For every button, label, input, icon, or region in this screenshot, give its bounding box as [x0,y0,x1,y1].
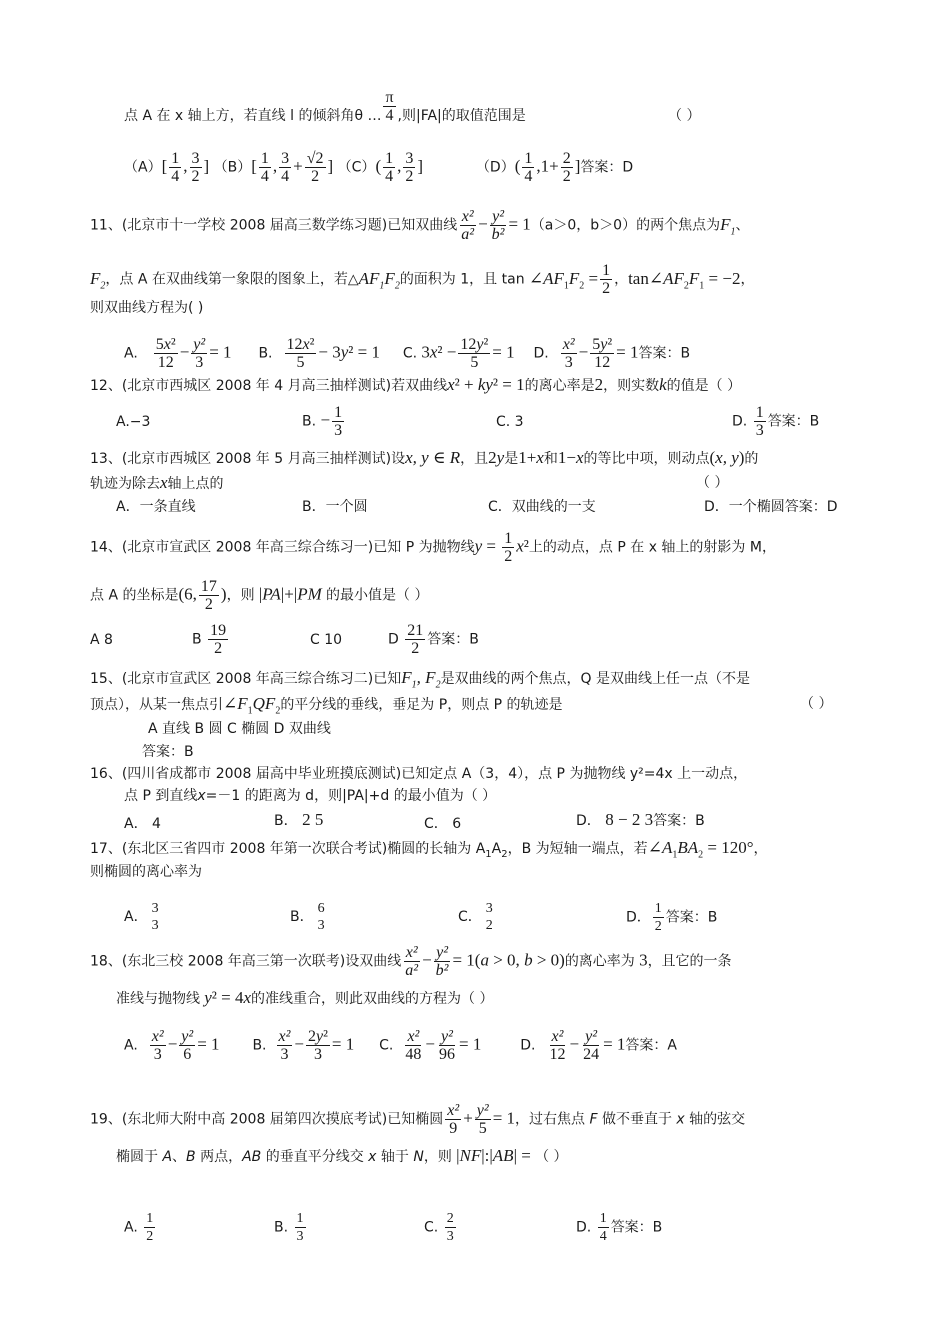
q14-opt-d-line: D $\frac{21}{2}$ 答案：B [388,622,479,657]
q16-opt-d: D． [576,813,601,829]
q11-stem-tail: （a＞0，b＞0）的两个焦点为 [530,217,721,234]
q17-stem: 17、(东北区三省四市 2008 年第一次联合考试)椭圆的长轴为 $A_1A_2$，B 为短轴一端点，若$\angle A_1BA_2 = 120^\circ$， [90,838,768,861]
q15-line2: 顶点），从某一焦点引$\angle F_1QF_2$的平分线的垂线，垂足为 P，则点 P 的轨迹是 [90,694,563,717]
q17-opt-b-line: B． 6 3 [290,901,325,933]
q19-stem-c: 做不垂直于 [601,1111,672,1128]
q10-paren: （ ） [668,108,701,124]
q17-opt-b: B． [290,909,314,925]
q12-stem-b: 的离心率是 [524,378,595,394]
q10-pi-frac: $\frac{\pi}{4}$ [385,88,394,124]
q11-stem: 11、(北京市十一学校 2008 届高三数学练习题)已知双曲线 $\frac{\text{x²}}{\text{a²}}$ − $\frac{\text{y²}}{\text{b²}}$ = 1（a＞0，b＞0）的两个焦点为$F_1$、 [90,208,750,243]
q10-stem-tail: ,则|FA|的取值范围是 [397,108,526,124]
q16-line2 [124,786,496,806]
q17-answer: 答案：B [665,909,718,926]
q14-opt-a: A 8 [90,632,113,648]
q19-line2-e: ，则 [423,1149,452,1165]
q12-stem-c: ，则实数 [603,378,660,394]
q19-stem: 19、(东北师大附中高 2008 届第四次摸底考试)已知椭圆 $\frac{\text{x²}}{9}$ + $\frac{\text{y²}}{5}$ = 1，过右焦点 F 做不垂直于 x 轴的弦交 [90,1102,746,1137]
q18-opt-d: D. [520,1037,536,1054]
q12-opt-b: B. [302,413,317,430]
q11-line2: $F_2$，点 A 在双曲线第一象限的图象上，若$\triangle AF_1F_2$的面积为 1，且 $\tan \angle AF_1F_2$ = $\frac{1}{2}$ ，$\tan\angle AF_2F_1 = -2$， [90,262,755,297]
q19-line2-a: 椭圆于 [116,1149,158,1165]
q11-opt-c: C. [402,345,418,362]
q12-answer: 答案：B [767,413,820,430]
q16-opt-d-line [576,810,705,831]
q12-stem-d: 的值是（ ） [666,378,742,394]
q17-opt-d-line: D． $\frac{1}{2}$ 答案：B [626,901,718,934]
q19-stem-b: ，过右焦点 [515,1111,586,1128]
q18-stem-b: 的离心率为 [564,953,635,970]
q12-opt-b-line: B. − $\frac{1}{3}$ [302,404,343,439]
q17-opt-d: D． [626,909,651,926]
q19-line2: 椭圆于 A、B 两点，AB 的垂直平分线交 x 轴于 N，则 |NF|:|AB| = （ ） [116,1146,568,1165]
q10-options: （A）[ $\frac{1}{4}$ , $\frac{3}{2}$ ] （B）[ $\frac{1}{4}$ , $\frac{3}{4}$ + $\frac{√2}{2}$ ] （C）( $\frac{1}{4}$ , $\frac{3}{2}$ ] （D）( $\frac{1}{4}$ ,1+ $\frac{2}{2}$ ]答案：D [124,150,634,185]
q16-opt-b-line [274,810,323,831]
q11-options: A. $\frac{\text{5x²}}{12}$ − $\frac{\text{y²}}{3}$ = 1 B. $\frac{\text{12x²}}{5}$ − 3y² = 1 C. 3x² − $\frac{\text{12y²}}{5}$ = 1 D. $\frac{\text{x²}}{3}$ − $\frac{\text{5y²}}{12}$ = 1答案：B [124,336,691,371]
q15-options: A 直线 B 圆 C 椭圆 D 双曲线 [148,721,331,737]
q16-stem: 16、(四川省成都市 2008 届高中毕业班摸底测试)已知定点 A（3，4），点 P 为抛物线 y²=4x 上一动点， [90,766,748,782]
q19-line2-c: 的垂直平分线交 [265,1149,364,1165]
q18-opt-a: A. [124,1037,138,1054]
q15-stem-tail: 是双曲线的两个焦点，Q 是双曲线上任一点（不是 [440,671,751,687]
q11-line2-text: ，点 A 在双曲线第一象限的图象上，若△ [105,271,359,288]
q13-opt-b: B．一个圆 [302,499,368,515]
q18-stem-c: ，且它的一条 [647,953,732,970]
q15-answer: 答案：B [142,744,194,760]
q11-stem-text: 11、(北京市十一学校 2008 届高三数学练习题)已知双曲线 [90,217,458,234]
q14-line2-c: 的最小值是（ ） [326,587,429,604]
q18-opt-b: B. [252,1037,267,1054]
q18-stem: 18、(东北三校 2008 年高三第一次联考)设双曲线 $\frac{\text{x²}}{\text{a²}}$ − $\frac{\text{y²}}{\text{b²}}$ = 1(a > 0, b > 0)的离心率为 3，且它的一条 [90,944,732,979]
q16-answer: 答案：B [653,813,705,829]
q18-line2-tail: 的准线重合，则此双曲线的方程为（ ） [251,991,494,1007]
q18-line2: 准线与抛物线 y² = 4x的准线重合，则此双曲线的方程为（ ） [116,988,494,1007]
q12-opt-d: D. [732,413,748,430]
q10-opt-c: （C） [337,159,376,176]
q14-opt-b: B [192,631,202,648]
q10-opt-a: （A） [124,159,162,176]
q16-opt-c: C． 6 [424,816,462,832]
q19-stem-d: 轴的弦交 [689,1111,746,1128]
q19-opt-d-line: D. $\frac{1}{4}$ 答案：B [576,1211,663,1244]
q13-opt-a: A．一条直线 [116,499,196,515]
q11-opt-a: A. [124,345,138,362]
q14-opt-b-line: B $\frac{19}{2}$ [192,622,227,657]
q10-opt-b: （B） [213,159,252,176]
q17-stem-text: 17、(东北区三省四市 2008 年第一次联合考试)椭圆的长轴为 A [90,841,486,857]
q16-opt-b-value: 2 5 [302,810,324,829]
q11-line3: 则双曲线方程为( ) [90,300,204,316]
q13-stem-d: 和 [543,451,558,467]
q12-opt-a: A.−3 [116,414,151,430]
q15-line2-tail: 的平分线的垂线，垂足为 P，则点 P 的轨迹是 [280,697,563,713]
q11-line2-tail: 的面积为 1，且 tan [399,271,525,288]
q11-answer: 答案：B [638,345,691,362]
q17-opt-c: C． [458,909,482,925]
q18-stem-text: 18、(东北三校 2008 年高三第一次联考)设双曲线 [90,953,402,970]
q10-stem [124,88,526,126]
q17-opt-a-line: A． 3 3 [124,901,159,933]
q14-opt-c: C 10 [310,632,343,648]
q14-line2-b: ，则 [226,587,255,604]
q16-line2-x: x [197,788,206,804]
q16-opt-a: A． 4 [124,816,161,832]
q10-opt-d: （D） [475,159,515,176]
q11-opt-b: B. [258,345,273,362]
q19-line2-f: （ ） [535,1149,568,1165]
q11-opt-d: D. [533,345,549,362]
q13-line2-tail: 轴上点的 [167,476,224,492]
q13-stem-b: ，且 [460,451,489,467]
q19-line2-b: 两点， [200,1149,243,1165]
q14-line2: 点 A 的坐标是(6, $\frac{17}{2}$ )，则 |PA|+|PM 的最小值是（ ） [90,578,429,613]
q14-stem: 14、(北京市宣武区 2008 年高三综合练习一)已知 P 为抛物线y = $\frac{1}{2}$ x²上的动点，点 P 在 x 轴上的射影为 M， [90,530,776,565]
q13-stem: 13、(北京市西城区 2008 年 5 月高三抽样测试)设x, y ∈ R，且2y是1+x和1−x的等比中项，则动点(x, y)的 [90,448,759,467]
q13-line2-text: 轨迹为除去 [90,476,160,492]
q15-paren: （ ） [800,696,833,712]
q14-line2-text: 点 A 的坐标是 [90,587,179,604]
q15-line2-text: 顶点），从某一焦点引 [90,697,223,713]
q12-opt-d-line: D. $\frac{1}{3}$ 答案：B [732,404,820,439]
q15-stem-text: 15、(北京市宣武区 2008 年高三综合练习二)已知 [90,671,402,687]
q18-line2-text: 准线与抛物线 [116,991,200,1007]
q14-stem-tail: 上的动点，点 P 在 x 轴上的射影为 M， [528,539,776,556]
q19-answer: 答案：B [610,1219,663,1236]
q16-opt-d-value: 8 − 2 3 [605,810,654,829]
q19-opt-c-line: C. $\frac{2}{3}$ [424,1211,454,1244]
q18-answer: 答案：A [625,1037,677,1054]
q19-opt-d: D. [576,1219,592,1236]
q12-stem-text: 12、(北京市西城区 2008 年 4 月高三抽样测试)若双曲线 [90,378,448,394]
q19-opt-b-line: B. $\frac{1}{3}$ [274,1211,304,1244]
q14-stem-text: 14、(北京市宣武区 2008 年高三综合练习一)已知 P 为抛物线 [90,539,475,556]
q13-line2: 轨迹为除去x轴上点的 [90,473,224,492]
q19-opt-a-line: A. $\frac{1}{2}$ [124,1211,154,1244]
q16-line2-text: 点 P 到直线 [124,788,198,804]
q12-opt-c: C. 3 [496,414,524,430]
q17-stem-tail: ，B 为短轴一端点，若 [507,841,648,857]
q19-opt-c: C. [424,1219,439,1236]
q14-opt-d: D [388,631,399,648]
q16-opt-b: B． [274,813,298,829]
q19-opt-b: B. [274,1219,289,1236]
q13-paren: （ ） [696,475,729,491]
q13-opt-d: D．一个椭圆答案：D [704,499,838,515]
q13-stem-c: 是 [504,451,519,467]
q14-answer: 答案：B [427,631,479,648]
q13-stem-e: 的等比中项，则动点 [583,451,710,467]
q13-stem-text: 13、(北京市西城区 2008 年 5 月高三抽样测试)设 [90,451,406,467]
q17-line2: 则椭圆的离心率为 [90,864,202,880]
q17-opt-a: A． [124,909,148,925]
q13-stem-f: 的 [744,451,759,467]
q18-options: A. $\frac{\text{x²}}{3}$ − $\frac{\text{y²}}{6}$ = 1 B. $\frac{\text{x²}}{3}$ − $\frac{\text{2y²}}{3}$ = 1 C. $\frac{\text{x²}}{48}$ − $\frac{\text{y²}}{96}$ = 1 D. $\frac{\text{x²}}{12}$ − $\frac{\text{y²}}{24}$ = 1答案：A [124,1028,677,1063]
q19-stem-text: 19、(东北师大附中高 2008 届第四次摸底考试)已知椭圆 [90,1111,444,1128]
q19-opt-a: A. [124,1219,138,1236]
q18-opt-c: C. [379,1037,394,1054]
q13-opt-c: C．双曲线的一支 [488,499,596,515]
q12-stem: 12、(北京市西城区 2008 年 4 月高三抽样测试)若双曲线x² + ky² = 1的离心率是2，则实数k的值是（ ） [90,375,742,394]
q16-line2-tail: =－1 的距离为 d，则|PA|+d 的最小值为（ ） [205,788,497,804]
q10-answer: 答案：D [580,159,634,176]
q19-line2-d: 轴于 [380,1149,409,1165]
q10-stem-text: 点 A 在 x 轴上方，若直线 l 的倾斜角θ … [124,108,382,124]
q15-stem: 15、(北京市宣武区 2008 年高三综合练习二)已知$F_1$, $F_2$是双曲线的两个焦点，Q 是双曲线上任一点（不是 [90,668,751,691]
q17-opt-c-line: C． 3 2 [458,901,493,933]
